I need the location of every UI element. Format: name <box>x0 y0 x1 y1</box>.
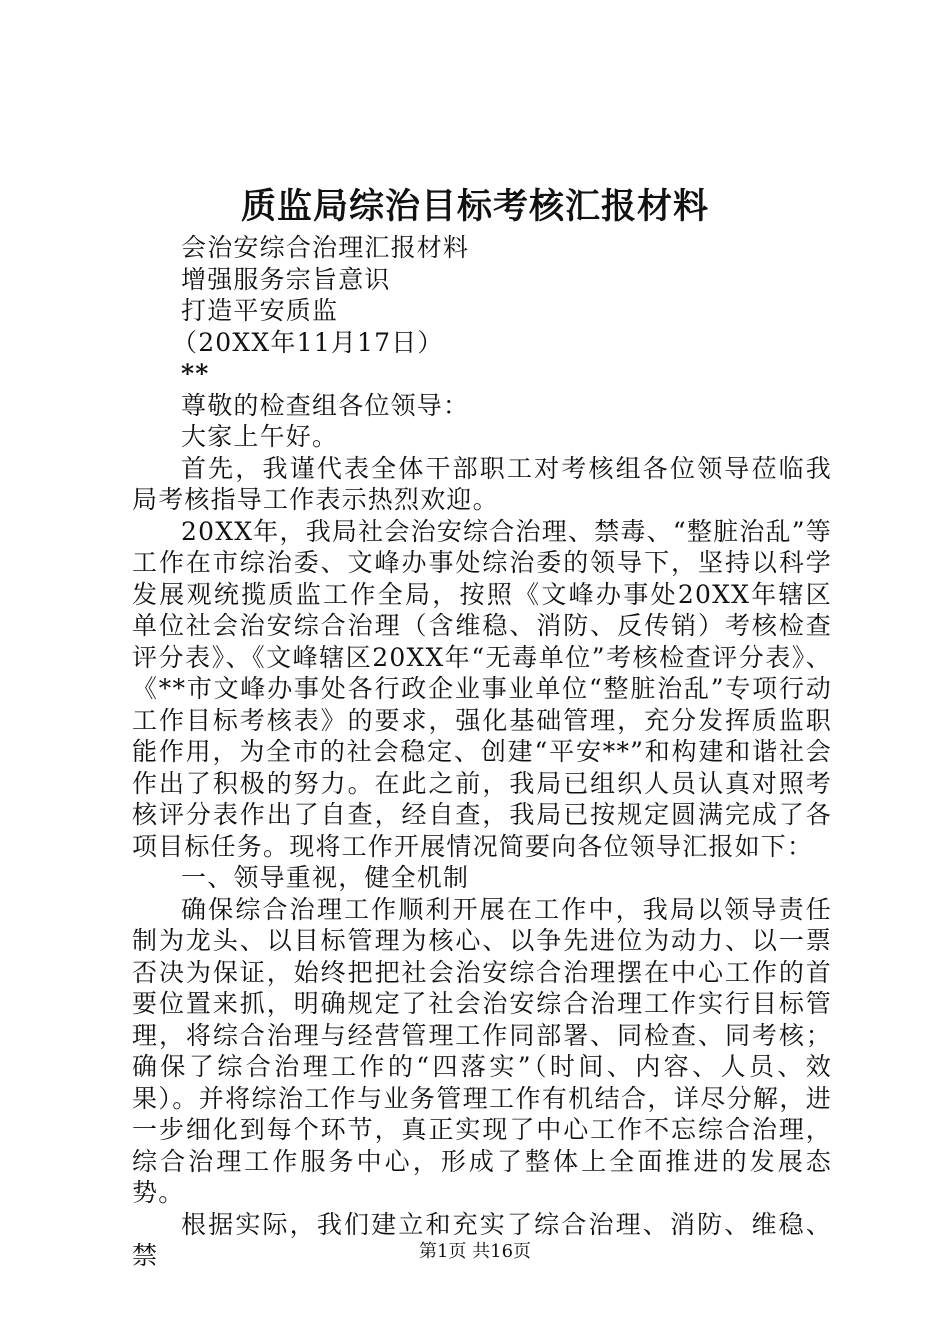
header-line: 打造平安质监 <box>181 296 339 325</box>
header-line: 会治安综合治理汇报材料 <box>181 233 470 262</box>
paragraph: 首先，我谨代表全体干部职工对考核组各位领导莅临我局考核指导工作表示热烈欢迎。 <box>132 453 832 514</box>
document-body <box>132 232 832 1272</box>
page-footer: 第1页 共16页 <box>418 1241 532 1262</box>
greeting: 大家上午好。 <box>181 422 339 451</box>
header-line: 增强服务宗旨意识 <box>181 264 391 294</box>
paragraph: 确保综合治理工作顺利开展在工作中，我局以领导责任制为龙头、以目标管理为核心、以争先进位为动力、以一票否决为保证，始终把把社会治安综合治理摆在中心工作的首要位置来抓，明确规定了社会治安综合治理工作实行目标管理，将综合治理与经营管理工作同部署、同检查、同考核；确保了综合治理工作的“四落实”（时间、内容、人员、效果）。并将综治工作与业务管理工作有机结合，详尽分解，进一步细化到每个环节，真正实现了中心工作不忘综合治理，综合治理工作服务中心，形成了整体上全面推进的发展态势。 <box>132 894 832 1207</box>
section-heading: 一、领导重视，健全机制 <box>181 863 470 892</box>
document-title: 质监局综治目标考核汇报材料 <box>240 186 709 227</box>
author-line: ** <box>181 359 210 388</box>
date-line: （20XX年11月17日） <box>172 327 444 357</box>
salutation: 尊敬的检查组各位领导： <box>181 390 470 420</box>
paragraph: 根据实际，我们建立和充实了综合治理、消防、维稳、禁 <box>132 1209 832 1270</box>
paragraph: 20XX年，我局社会治安综合治理、禁毒、“整脏治乱”等工作在市综治委、文峰办事处综治委的领导下，坚持以科学发展观统揽质监工作全局，按照《文峰办事处20XX年辖区单位社会治安综合治理（含维稳、消防、反传销）考核检查评分表》、《文峰辖区20XX年“无毒单位”考核检查评分表》、《**市文峰办事处各行政企业事业单位“整脏治乱”专项行动工作目标考核表》的要求，强化基础管理，充分发挥质监职能作用，为全市的社会稳定、创建“平安**”和构建和谐社会作出了积极的努力。在此之前，我局已组织人员认真对照考核评分表作出了自查，经自查，我局已按规定圆满完成了各项目标任务。现将工作开展情况简要向各位领导汇报如下： <box>132 516 832 861</box>
